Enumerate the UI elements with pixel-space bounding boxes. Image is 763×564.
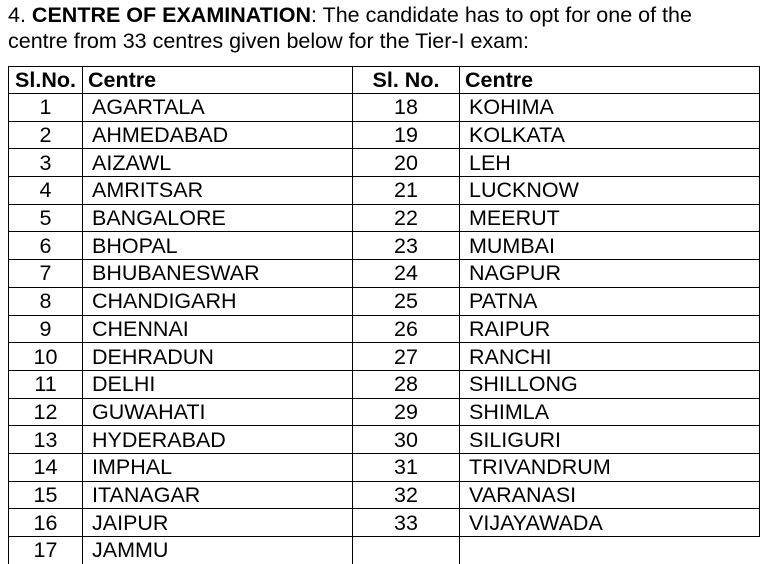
serial-number-cell: 28 — [353, 370, 460, 398]
header-serial-2: Sl. No. — [353, 67, 460, 94]
table-row — [9, 398, 760, 426]
section-number: 4. — [8, 3, 26, 27]
centre-name-cell: TRIVANDRUM — [460, 453, 760, 481]
centre-name-cell: BHOPAL — [83, 232, 353, 260]
centre-name-cell: LEH — [460, 149, 760, 177]
centre-name-cell: DELHI — [83, 370, 353, 398]
table-row — [9, 509, 760, 537]
serial-number-cell: 3 — [9, 149, 83, 177]
centre-name-cell: AHMEDABAD — [83, 121, 353, 149]
serial-number-cell — [353, 537, 460, 564]
table-row — [9, 343, 760, 371]
serial-number-cell: 22 — [353, 204, 460, 232]
table-row — [9, 177, 760, 205]
serial-number-cell: 25 — [353, 287, 460, 315]
centre-name-cell: BANGALORE — [83, 204, 353, 232]
centre-name-cell: MEERUT — [460, 204, 760, 232]
table-row — [9, 426, 760, 454]
serial-number-cell: 26 — [353, 315, 460, 343]
table-row — [9, 121, 760, 149]
section-paragraph — [8, 2, 760, 54]
serial-number-cell: 23 — [353, 232, 460, 260]
centre-name-cell: KOLKATA — [460, 121, 760, 149]
table-row — [9, 204, 760, 232]
serial-number-cell: 1 — [9, 94, 83, 122]
serial-number-cell: 10 — [9, 343, 83, 371]
serial-number-cell: 31 — [353, 453, 460, 481]
centre-name-cell: MUMBAI — [460, 232, 760, 260]
centres-table — [8, 66, 760, 564]
header-serial-1: Sl.No. — [9, 67, 83, 94]
serial-number-cell: 16 — [9, 509, 83, 537]
centre-name-cell: VARANASI — [460, 481, 760, 509]
centre-name-cell: SHIMLA — [460, 398, 760, 426]
serial-number-cell: 9 — [9, 315, 83, 343]
centre-name-cell: GUWAHATI — [83, 398, 353, 426]
serial-number-cell: 32 — [353, 481, 460, 509]
centre-name-cell: JAMMU — [83, 537, 353, 564]
serial-number-cell: 6 — [9, 232, 83, 260]
centre-name-cell: HYDERABAD — [83, 426, 353, 454]
table-row — [9, 260, 760, 288]
centre-name-cell: AGARTALA — [83, 94, 353, 122]
serial-number-cell: 7 — [9, 260, 83, 288]
serial-number-cell: 21 — [353, 177, 460, 205]
table-row — [9, 537, 760, 564]
serial-number-cell: 4 — [9, 177, 83, 205]
centre-name-cell: RAIPUR — [460, 315, 760, 343]
centre-name-cell: CHANDIGARH — [83, 287, 353, 315]
table-row — [9, 370, 760, 398]
header-centre-2: Centre — [460, 67, 760, 94]
paragraph-line-1 — [8, 2, 760, 28]
serial-number-cell: 33 — [353, 509, 460, 537]
serial-number-cell: 24 — [353, 260, 460, 288]
table-header-row — [9, 67, 760, 94]
serial-number-cell: 11 — [9, 370, 83, 398]
table-body — [9, 94, 760, 564]
centre-name-cell: AIZAWL — [83, 149, 353, 177]
table-row — [9, 315, 760, 343]
serial-number-cell: 2 — [9, 121, 83, 149]
serial-number-cell: 18 — [353, 94, 460, 122]
serial-number-cell: 29 — [353, 398, 460, 426]
centre-name-cell: DEHRADUN — [83, 343, 353, 371]
serial-number-cell: 30 — [353, 426, 460, 454]
serial-number-cell: 15 — [9, 481, 83, 509]
serial-number-cell: 12 — [9, 398, 83, 426]
serial-number-cell: 8 — [9, 287, 83, 315]
centre-name-cell: JAIPUR — [83, 509, 353, 537]
centre-name-cell: IMPHAL — [83, 453, 353, 481]
header-centre-1: Centre — [83, 67, 353, 94]
table-row — [9, 149, 760, 177]
serial-number-cell: 14 — [9, 453, 83, 481]
centre-name-cell: LUCKNOW — [460, 177, 760, 205]
centre-name-cell: SILIGURI — [460, 426, 760, 454]
centre-name-cell: CHENNAI — [83, 315, 353, 343]
table-row — [9, 94, 760, 122]
table-row — [9, 453, 760, 481]
centre-name-cell: VIJAYAWADA — [460, 509, 760, 537]
serial-number-cell: 17 — [9, 537, 83, 564]
centre-name-cell: KOHIMA — [460, 94, 760, 122]
table-row — [9, 481, 760, 509]
serial-number-cell: 27 — [353, 343, 460, 371]
centre-name-cell: SHILLONG — [460, 370, 760, 398]
table-row — [9, 287, 760, 315]
serial-number-cell: 13 — [9, 426, 83, 454]
section-text-line-1: : The candidate has to opt for one of the — [311, 3, 692, 27]
centre-name-cell: NAGPUR — [460, 260, 760, 288]
paragraph-line-2: centre from 33 centres given below for the Tier-I exam: — [8, 29, 530, 53]
centre-name-cell — [460, 537, 760, 564]
table-row — [9, 232, 760, 260]
centre-name-cell: RANCHI — [460, 343, 760, 371]
centre-name-cell: ITANAGAR — [83, 481, 353, 509]
centre-name-cell: PATNA — [460, 287, 760, 315]
serial-number-cell: 20 — [353, 149, 460, 177]
serial-number-cell: 5 — [9, 204, 83, 232]
serial-number-cell: 19 — [353, 121, 460, 149]
section-heading: CENTRE OF EXAMINATION — [31, 3, 312, 27]
centre-name-cell: AMRITSAR — [83, 177, 353, 205]
centre-name-cell: BHUBANESWAR — [83, 260, 353, 288]
